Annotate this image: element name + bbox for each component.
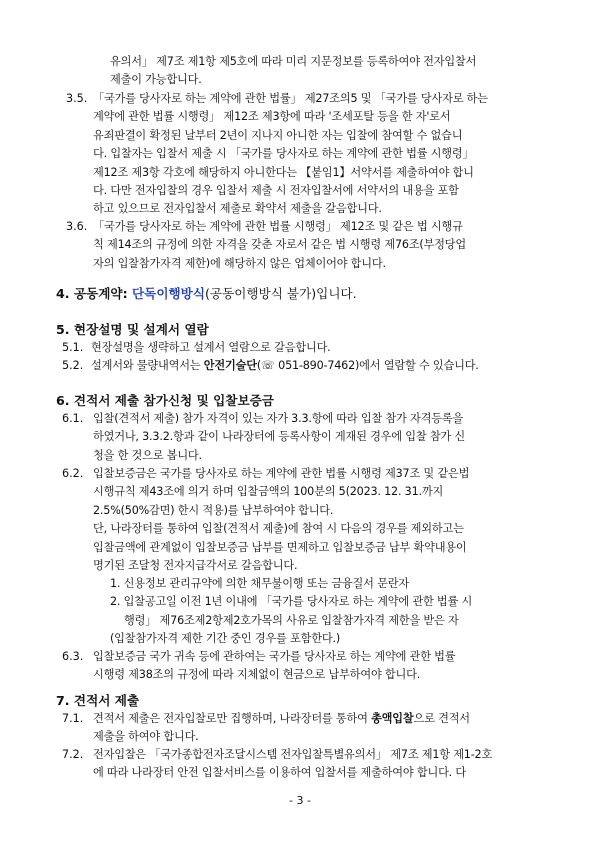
page-number: - 3 - bbox=[289, 794, 311, 807]
heading-rest: (공동이행방식 불가)입니다. bbox=[205, 286, 357, 301]
paragraph-line: 에 따라 나라장터 안전 입찰서비스를 이용하여 입찰서를 제출하여야 합니다. 다 bbox=[93, 766, 466, 780]
phone-number: (☏ 051-890-7462) bbox=[256, 359, 360, 372]
paragraph-line: 입찰보증금 국가 귀속 등에 관하여는 국가를 당사자로 하는 계약에 관한 법률 bbox=[93, 650, 456, 663]
sublist-item-continued: (입찰참가자격 제한 기간 중인 경우를 포함한다.) bbox=[110, 632, 341, 646]
item-7-1-paragraph bbox=[93, 710, 470, 747]
item-number: 5.2. bbox=[62, 359, 84, 372]
paragraph-line: 전자입찰은 「국가종합전자조달시스템 전자입찰특별유의서」 제7조 제1항 제1-2호 bbox=[93, 748, 493, 761]
sublist-item: 1. 신용정보 관리규약에 의한 채무불이행 또는 금융질서 문란자 bbox=[110, 577, 409, 590]
paragraph-line: 하였거나, 3.3.2.항과 같이 나라장터에 등록사항이 게재된 경우에 입찰 참가 신 bbox=[93, 430, 465, 444]
item-5-1-text: 현장설명을 생략하고 설계서 열람으로 갈음합니다. bbox=[91, 341, 331, 354]
section-heading-6: 6. 견적서 제출 참가신청 및 입찰보증금 bbox=[56, 393, 274, 408]
highlight-text: 단독이행방식 bbox=[132, 286, 206, 301]
paragraph-line: 입찰보증금은 국가를 당사자로 하는 계약에 관한 법률 시행령 제37조 및 같은법 bbox=[93, 467, 470, 480]
paragraph-line bbox=[93, 710, 470, 728]
paragraph-line: 제12조 제3항 각호에 해당하지 아니한다는 【붙임1】서약서를 제출하여야 합니 bbox=[93, 165, 474, 179]
paragraph-line: 제출을 하여야 합니다. bbox=[93, 730, 199, 744]
paragraph-line: 시행규칙 제43조에 의거 하며 입찰금액의 100분의 5(2023. 12. 31.까지 bbox=[93, 485, 444, 499]
paragraph-line: 유의서」 제7조 제1항 제5호에 따라 미리 지문정보를 등록하여야 전자입찰서 bbox=[110, 55, 477, 68]
paragraph-line: 계약에 관한 법률 시행령」 제12조 제3항에 따라 '조세포탈 등을 한 자'로서 bbox=[93, 110, 451, 124]
paragraph-line: 단, 나라장터를 통하여 입찰(견적서 제출)에 참여 시 다음의 경우를 제외하고는 bbox=[93, 522, 464, 536]
sublist-item-continued: 행령」 제76조제2항제2호가목의 사유로 입찰참가자격 제한을 받은 자 bbox=[124, 613, 459, 627]
paragraph-line: 자의 입찰참가자격 제한)에 해당하지 않은 업체이어야 합니다. bbox=[93, 256, 386, 270]
item-3-6-paragraph bbox=[93, 218, 466, 273]
text-after: 에서 열람할 수 있습니다. bbox=[359, 359, 479, 372]
text-before: 설계서와 물량내역서는 bbox=[91, 359, 204, 372]
text-after: 으로 견적서 bbox=[413, 712, 470, 725]
item-6-3-paragraph bbox=[93, 648, 455, 685]
item-number: 3.5. bbox=[66, 92, 88, 105]
paragraph-line: 하고 있으므로 전자입찰서 제출로 확약서 제출을 갈음합니다. bbox=[93, 202, 382, 216]
continuation-paragraph bbox=[110, 53, 476, 90]
section-heading-4 bbox=[56, 285, 357, 303]
paragraph-line: 청을 한 것으로 봅니다. bbox=[93, 448, 202, 462]
company-name: 안전기술단 bbox=[203, 359, 257, 372]
item-number: 6.2. bbox=[62, 467, 84, 480]
item-5-2-text bbox=[91, 357, 479, 375]
heading-label: 4. 공동계약: bbox=[56, 286, 133, 301]
emphasis-text: 총액입찰 bbox=[371, 712, 414, 725]
paragraph-line: 시행령 제38조의 규정에 따라 지체없이 현금으로 납부하여야 합니다. bbox=[93, 668, 421, 682]
paragraph-line: 「국가를 당사자로 하는 계약에 관한 법률」 제27조의5 및 「국가를 당사자로 하는 bbox=[93, 92, 488, 105]
paragraph-line: 명기된 조달청 전자지급각서로 갈음합니다. bbox=[93, 559, 298, 573]
paragraph-line: 「국가를 당사자로 하는 계약에 관한 법률 시행령」 제12조 및 같은 법 시행규 bbox=[93, 220, 463, 233]
item-number: 6.3. bbox=[62, 650, 84, 663]
section-heading-5: 5. 현장설명 및 설계서 열람 bbox=[56, 322, 209, 337]
paragraph-line: 유죄판결이 확정된 날부터 2년이 지나지 아니한 자는 입찰에 참여할 수 없습니 bbox=[93, 128, 463, 142]
item-number: 7.1. bbox=[62, 712, 84, 725]
item-3-5-paragraph bbox=[93, 90, 488, 219]
item-6-2-sublist bbox=[110, 575, 472, 649]
paragraph-line: 입찰(견적서 제출) 참가 자격이 있는 자가 3.3.항에 따라 입찰 참가 자격등록을 bbox=[93, 412, 464, 425]
item-6-2-paragraph bbox=[93, 465, 469, 575]
item-number: 6.1. bbox=[62, 412, 84, 425]
paragraph-line: 2.5%(50%감면) 한시 적용)를 납부하여야 합니다. bbox=[93, 503, 334, 517]
text-before: 견적서 제출은 전자입찰로만 집행하며, 나라장터를 통하여 bbox=[93, 712, 372, 725]
paragraph-line: 입찰금액에 관계없이 입찰보증금 납부를 면제하고 입찰보증금 납부 확약내용이 bbox=[93, 540, 467, 554]
item-number: 7.2. bbox=[62, 748, 84, 761]
section-heading-7: 7. 견적서 제출 bbox=[56, 693, 140, 708]
item-7-2-paragraph bbox=[93, 746, 492, 783]
sublist-item: 2. 입찰공고일 이전 1년 이내에 「국가를 당사자로 하는 계약에 관한 법률 시 bbox=[110, 595, 473, 609]
paragraph-line: 제출이 가능합니다. bbox=[110, 73, 202, 87]
paragraph-line: 다. 다만 전자입찰의 경우 입찰서 제출 시 전자입찰서에 서약서의 내용을 포함 bbox=[93, 184, 459, 198]
item-number: 3.6. bbox=[66, 220, 88, 233]
paragraph-line: 다. 입찰자는 입찰서 제출 시 「국가를 당사자로 하는 계약에 관한 법률 시행령」 bbox=[93, 147, 474, 161]
item-number: 5.1. bbox=[62, 341, 84, 354]
item-6-1-paragraph bbox=[93, 410, 465, 465]
paragraph-line: 칙 제14조의 규정에 의한 자격을 갖춘 자로서 같은 법 시행령 제76조(부정당업 bbox=[93, 238, 467, 252]
